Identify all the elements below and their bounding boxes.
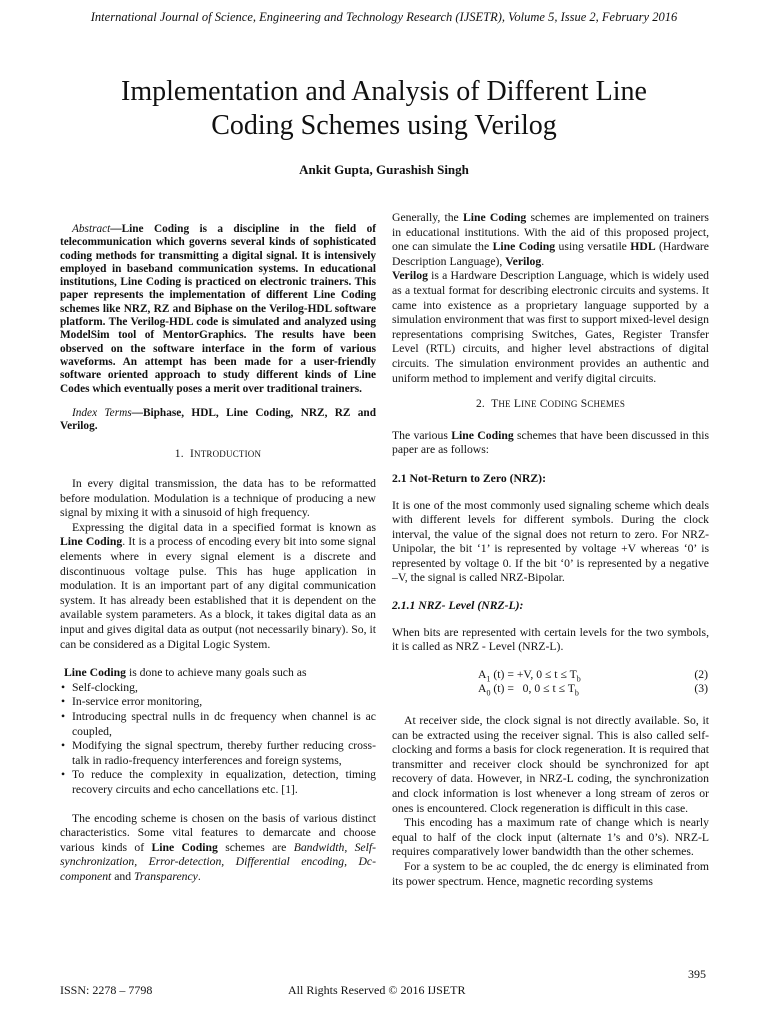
eq-subscript: b	[574, 688, 579, 698]
title-line-2: Coding Schemes using Verilog	[211, 110, 557, 141]
text-span: is a Hardware Description Language, which is widely used as a textual format for describing electronic circuits and systems. It came into existence as a proprietary language supported by a simulation environment that was first to support mixed-level design representations comprising Switches, Gates, Register Transfer Level (RTL) circuits, and higher level abstractions of digital circuits. The simulation environment provides an authentic and uniform method to implement and verify digital circuits.	[392, 269, 709, 385]
footer-issn: ISSN: 2278 – 7798	[60, 983, 153, 997]
text-span: .	[541, 254, 545, 268]
goals-intro	[60, 666, 376, 681]
text-span: using versatile	[555, 240, 631, 254]
eq-subscript: 1	[486, 674, 491, 684]
equation-expression	[478, 682, 579, 701]
index-terms-label: Index Terms	[72, 406, 132, 419]
subheading-nrz-l: 2.1.1 NRZ- Level (NRZ-L):	[392, 599, 524, 613]
encoding-paragraph	[60, 812, 376, 885]
text-span: schemes that have been discussed in this paper are as follows:	[392, 428, 709, 457]
receiver-paragraph: At receiver side, the clock signal is not directly available. So, it can be extracted using the receiver signal. This is also called self-clocking and forms a basis for clock regeneration. It is required that transmitter and receiver clock should be synchronized for apt recovery of data. However, in NRZ-L coding, the synchronization and clock information is lost whenever a long stream of zeros or ones is encountered. Clock regeneration is difficult in this case.	[392, 714, 709, 815]
index-terms	[60, 407, 376, 434]
heading-cap: T	[491, 398, 499, 411]
bold-term: Verilog	[505, 254, 542, 268]
ac-coupled-paragraph: For a system to be ac coupled, the dc energy is eliminated from its power spectrum. Hence, magnetic recording systems	[392, 859, 709, 888]
journal-header: International Journal of Science, Engineering and Technology Research (IJSETR), Volume 5, Issue 2, February 2016	[90, 10, 678, 24]
list-item: • To reduce the complexity in equalization, detection, timing recovery circuits and echo cancellations etc. [1].	[60, 768, 376, 797]
section2-intro	[392, 429, 709, 458]
subheading-nrz: 2.1 Not-Return to Zero (NRZ):	[392, 471, 546, 485]
heading-smallcaps: ODING	[547, 399, 578, 410]
text-span: and	[111, 869, 134, 883]
list-item: • Modifying the signal spectrum, thereby further reducing cross-talk in radio-frequency interferences and foreign systems,	[60, 739, 376, 768]
heading-smallcaps: NTRODUCTION	[194, 449, 262, 460]
intro-paragraph-1: In every digital transmission, the data has to be reformatted before modulation. Modulation is a technique of producing a new signal by mixing it with a sinusoid of high frequency.	[60, 477, 376, 520]
section-number: 2.	[475, 398, 485, 411]
equation-2	[392, 668, 709, 683]
heading-cap: S	[580, 398, 588, 411]
text-span: Generally, the	[392, 211, 463, 224]
abstract	[60, 223, 376, 396]
italic-term: Transparency	[134, 869, 198, 883]
section-heading-introduction	[60, 447, 376, 462]
heading-smallcaps: CHEMES	[587, 399, 626, 410]
bold-term: Line Coding	[64, 666, 127, 680]
italic-terms: Bandwidth, Self-synchronization, Error-detection, Differential encoding, Dc-component	[60, 840, 377, 883]
eq-body: (t) = +V, 0 ≤ t ≤ T	[490, 667, 577, 681]
heading-cap: I	[189, 448, 194, 461]
index-terms-text: —Biphase, HDL, Line Coding, NRZ, RZ and Verilog.	[60, 406, 376, 433]
text-span: The encoding scheme is chosen on the basis of various distinct characteristics. Some vital features to demarcate and choose various kinds of	[60, 811, 376, 854]
text-span: Expressing the digital data in a specified format is known as	[72, 520, 376, 534]
abstract-text: —Line Coding is a discipline in the field of telecommunication which governs several kinds of sophisticated coding methods for transmitting a digital signal. It is intensively employed in baseband communication systems. In educational institutions, Line Coding is practiced on electronic trainers. This paper represents the implementation of different Line Coding schemes like NRZ, RZ and Biphase on the Verilog-HDL software platform. The Verilog-HDL code is simulated and analyzed using ModelSim tool of MentorGraphics. The results have been observed on the software interface in the form of various waveforms. An attempt has been made for a user-friendly software oriented approach to study different kinds of Line Codes which eventually poses a merit over traditional trainers.	[60, 223, 376, 395]
equation-3	[392, 682, 709, 697]
page-number: 395	[688, 967, 706, 981]
authors: Ankit Gupta, Gurashish Singh	[299, 162, 469, 177]
bold-term: Verilog	[392, 269, 428, 283]
intro-paragraph-2	[60, 521, 376, 652]
eq-symbol: A	[478, 682, 487, 696]
heading-smallcaps: HE	[498, 399, 511, 410]
section-heading-line-coding-schemes	[392, 397, 709, 412]
eq-body: (t) = 0, 0 ≤ t ≤ T	[490, 682, 575, 696]
paper-title	[60, 75, 708, 143]
eq-subscript: b	[576, 674, 581, 684]
eq-subscript: 0	[486, 688, 491, 698]
list-item: • Introducing spectral nulls in dc frequency when channel is ac coupled,	[60, 710, 376, 739]
equation-number: (2)	[694, 667, 708, 681]
abstract-label: Abstract	[72, 223, 111, 235]
bold-term: Line Coding	[151, 840, 218, 854]
section-number: 1.	[174, 448, 184, 461]
text-span: .	[197, 869, 201, 883]
left-column	[60, 211, 376, 884]
text-span: schemes are	[217, 840, 294, 854]
right-column	[392, 211, 709, 889]
heading-smallcaps: INE	[521, 399, 537, 410]
heading-cap: L	[513, 398, 522, 411]
eq-symbol: A	[478, 667, 487, 681]
heading-cap: C	[539, 398, 548, 411]
goals-list	[60, 681, 376, 798]
footer-rights: All Rights Reserved © 2016 IJSETR	[288, 983, 466, 997]
right-paragraph-2	[392, 269, 709, 386]
nrz-l-paragraph: When bits are represented with certain levels for the two symbols, it is called as NRZ - Level (NRZ-L).	[392, 625, 709, 654]
title-line-1: Implementation and Analysis of Different Line	[121, 76, 647, 107]
text-span: schemes are implemented on trainers in educational institutions. With the aid of this proposed project, one can simulate the	[392, 211, 709, 254]
rate-paragraph: This encoding has a maximum rate of change which is nearly equal to half of the clock input (alternate 1’s and 0’s). NRZ-L requires comparatively lower bandwidth than the other schemes.	[392, 816, 709, 859]
bold-term: Line Coding	[462, 211, 527, 224]
list-item: • In-service error monitoring,	[60, 695, 376, 710]
text-span: . It is a process of encoding every bit into some signal elements where in every signal element is a discrete and discontinuous voltage pulse. This has huge application in modulation. It is an important part of any digital communication system. It has already been established that it is dependent on the available system parameters. As a block, it takes digital data as an input and gives digital data as output (not necessarily binary). So, it can be considered as a Digital Logic System.	[60, 535, 376, 651]
bold-term: Line Coding	[492, 240, 556, 254]
list-item: • Self-clocking,	[60, 681, 376, 696]
bold-term: Line Coding	[451, 428, 514, 442]
bold-term: HDL	[630, 240, 656, 254]
text-span: The various	[392, 428, 452, 442]
text-span: (Hardware Description Language),	[392, 240, 709, 268]
equation-number: (3)	[694, 682, 708, 696]
nrz-paragraph: It is one of the most commonly used signaling scheme which deals with different levels for different symbols. During the clock interval, the value of the signal does not return to zero. For NRZ-Unipolar, the bit ‘1’ is represented by voltage +V whereas ‘0’ is represented by voltage 0. If the bit ‘0’ is represented by a negative –V, the signal is called NRZ-Bipolar.	[392, 498, 709, 585]
text-span: is done to achieve many goals such as	[126, 666, 307, 680]
right-paragraph-1	[392, 211, 709, 269]
bold-term: Line Coding	[60, 535, 123, 549]
